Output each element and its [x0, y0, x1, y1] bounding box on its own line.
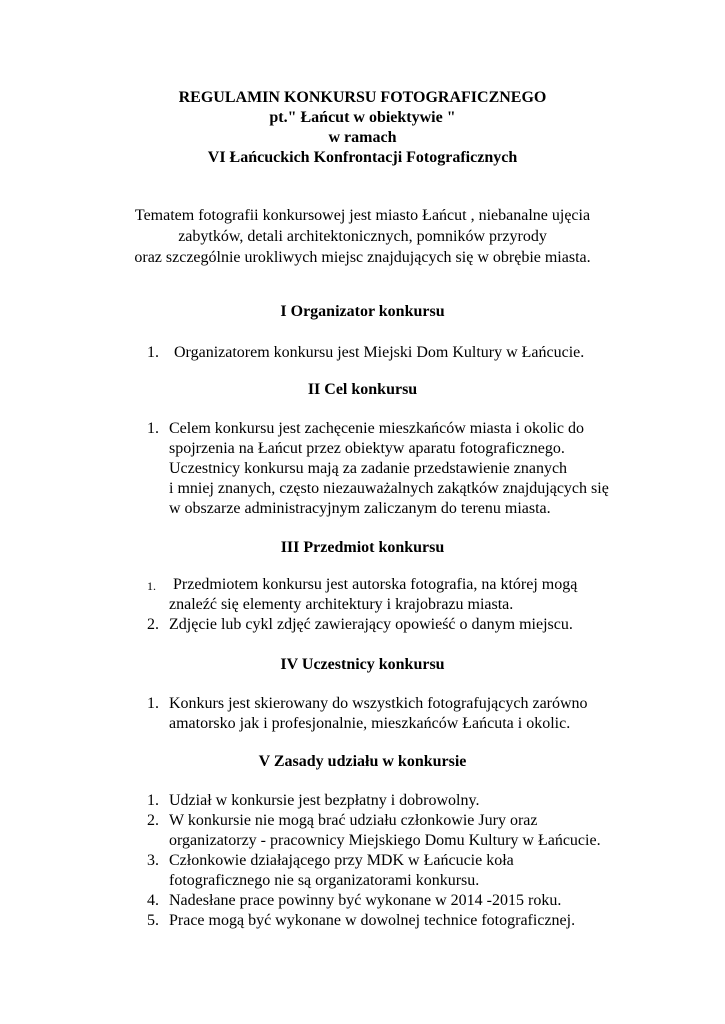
title-line: pt." Łańcut w obiektywie " — [269, 109, 456, 126]
list-item — [0, 791, 725, 811]
item-text: Członkowie działającego przy MDK w Łańcucie koła — [169, 852, 514, 869]
section-list — [0, 791, 725, 931]
intro-line: Tematem fotografii konkursowej jest miasto Łańcut , niebanalne ujęcia — [134, 207, 591, 224]
item-text: i mniej znanych, często niezauważalnych zakątków znajdujących się — [169, 480, 609, 497]
title-line: REGULAMIN KONKURSU FOTOGRAFICZNEGO — [178, 89, 547, 106]
item-text: amatorsko jak i profesjonalnie, mieszkańców Łańcuta i okolic. — [169, 715, 571, 732]
section-heading: IV Uczestnicy konkursu — [280, 656, 445, 673]
item-number: 1. — [147, 420, 159, 437]
item-text: Prace mogą być wykonane w dowolnej technice fotograficznej. — [169, 912, 576, 929]
item-number: 4. — [147, 892, 159, 909]
intro-line: zabytków, detali architektonicznych, pomników przyrody — [178, 228, 547, 245]
intro-paragraph — [0, 205, 725, 268]
item-number: 3. — [147, 852, 159, 869]
list-item — [0, 694, 725, 734]
list-item — [0, 615, 725, 635]
section-heading: II Cel konkursu — [307, 381, 418, 398]
item-text: Przedmiotem konkursu jest autorska fotografia, na której mogą — [169, 576, 578, 593]
section-heading: I Organizator konkursu — [280, 303, 445, 320]
item-text: spojrzenia na Łańcut przez obiektyw aparatu fotograficznego. — [169, 440, 565, 457]
list-item — [0, 343, 725, 363]
item-text: Celem konkursu jest zachęcenie mieszkańców miasta i okolic do — [169, 420, 584, 437]
list-item — [0, 575, 725, 615]
list-item — [0, 811, 725, 851]
item-text: Uczestnicy konkursu mają za zadanie przedstawienie znanych — [169, 460, 568, 477]
item-number: 1. — [147, 792, 159, 809]
item-number: 2. — [147, 616, 159, 633]
item-text: Zdjęcie lub cykl zdjęć zawierający opowieść o danym miejscu. — [169, 616, 573, 633]
section-heading: V Zasady udziału w konkursie — [258, 753, 467, 770]
section-list — [0, 575, 725, 635]
item-text: fotograficznego nie są organizatorami konkursu. — [169, 872, 480, 889]
item-number: 1. — [147, 344, 159, 361]
item-number: 1. — [147, 695, 159, 712]
list-item — [0, 911, 725, 931]
item-text: Udział w konkursie jest bezpłatny i dobrowolny. — [169, 792, 480, 809]
item-text: znaleźć się elementy architektury i krajobrazu miasta. — [169, 596, 514, 613]
item-number: 1. — [147, 579, 156, 593]
item-text: Organizatorem konkursu jest Miejski Dom Kultury w Łańcucie. — [174, 344, 585, 361]
section-heading: III Przedmiot konkursu — [280, 539, 445, 556]
section-list — [0, 419, 725, 519]
title-line: VI Łańcuckich Konfrontacji Fotograficznych — [207, 149, 518, 166]
item-text: W konkursie nie mogą brać udziału członkowie Jury oraz — [169, 812, 538, 829]
list-item — [0, 851, 725, 891]
section-list — [0, 694, 725, 734]
list-item — [0, 891, 725, 911]
document-title — [0, 88, 725, 168]
item-text: Nadesłane prace powinny być wykonane w 2014 -2015 roku. — [169, 892, 562, 909]
item-text: organizatorzy - pracownicy Miejskiego Domu Kultury w Łańcucie. — [169, 832, 601, 849]
intro-line: oraz szczególnie urokliwych miejsc znajdujących się w obrębie miasta. — [134, 249, 591, 266]
section-list — [0, 343, 725, 363]
title-line: w ramach — [328, 129, 397, 146]
item-number: 2. — [147, 812, 159, 829]
list-item — [0, 419, 725, 519]
item-text: Konkurs jest skierowany do wszystkich fotografujących zarówno — [169, 695, 588, 712]
item-number: 5. — [147, 912, 159, 929]
item-text: w obszarze administracyjnym zaliczanym do terenu miasta. — [169, 500, 551, 517]
